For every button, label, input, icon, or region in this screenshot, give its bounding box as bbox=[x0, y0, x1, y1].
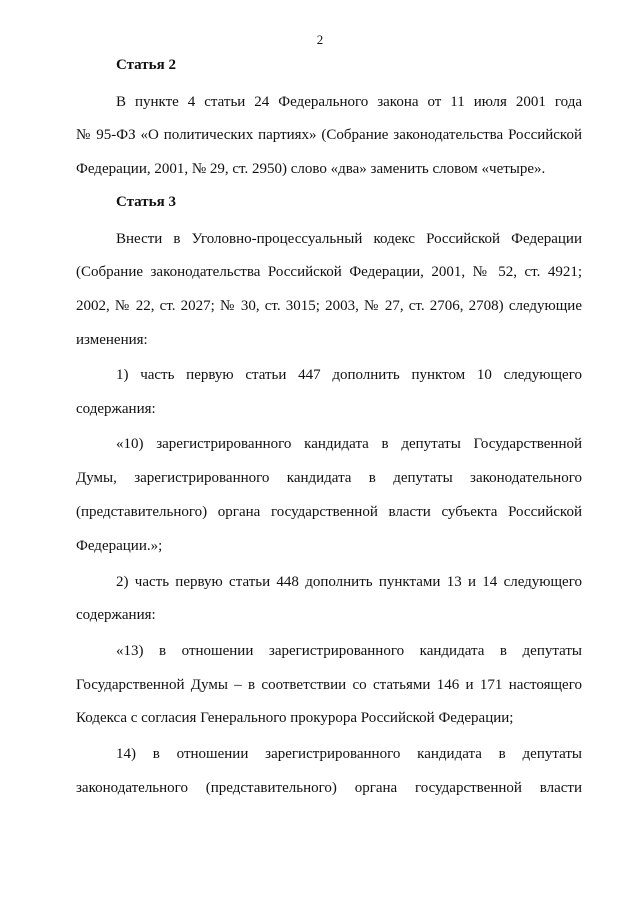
quote-10-line: (представительного) органа государственной власти субъекта Российской bbox=[76, 504, 582, 520]
quote-13-line: «13) в отношении зарегистрированного кандидата в депутаты bbox=[116, 643, 582, 659]
item-1-line: 1) часть первую статьи 447 дополнить пунктом 10 следующего bbox=[116, 367, 582, 383]
article-2-heading: Статья 2 bbox=[116, 57, 176, 73]
quote-10-line: Федерации.»; bbox=[76, 538, 163, 554]
article-2-line: Федерации, 2001, № 29, ст. 2950) слово «два» заменить словом «четыре». bbox=[76, 161, 546, 177]
quote-14-line: законодательного (представительного) органа государственной власти bbox=[76, 780, 582, 796]
article-3-heading: Статья 3 bbox=[116, 194, 176, 210]
article-3-intro-line: Внести в Уголовно-процессуальный кодекс Российской Федерации bbox=[116, 231, 582, 247]
item-2-line: 2) часть первую статьи 448 дополнить пунктами 13 и 14 следующего bbox=[116, 574, 582, 590]
page-number: 2 bbox=[316, 32, 324, 47]
quote-14-line: 14) в отношении зарегистрированного кандидата в депутаты bbox=[116, 746, 582, 762]
article-3-intro-line: 2002, № 22, ст. 2027; № 30, ст. 3015; 2003, № 27, ст. 2706, 2708) следующие bbox=[76, 298, 582, 314]
quote-10-line: Думы, зарегистрированного кандидата в депутаты законодательного bbox=[76, 470, 582, 486]
article-2-line: В пункте 4 статьи 24 Федерального закона от 11 июля 2001 года bbox=[116, 94, 582, 110]
article-2-line: № 95-ФЗ «О политических партиях» (Собрание законодательства Российской bbox=[76, 127, 582, 143]
item-2-line: содержания: bbox=[76, 607, 156, 623]
article-3-intro-line: (Собрание законодательства Российской Федерации, 2001, № 52, ст. 4921; bbox=[76, 264, 582, 280]
article-3-intro-line: изменения: bbox=[76, 332, 148, 348]
quote-13-line: Кодекса с согласия Генерального прокурора Российской Федерации; bbox=[76, 710, 514, 726]
item-1-line: содержания: bbox=[76, 401, 156, 417]
quote-10-line: «10) зарегистрированного кандидата в депутаты Государственной bbox=[116, 436, 582, 452]
quote-13-line: Государственной Думы – в соответствии со статьями 146 и 171 настоящего bbox=[76, 677, 582, 693]
